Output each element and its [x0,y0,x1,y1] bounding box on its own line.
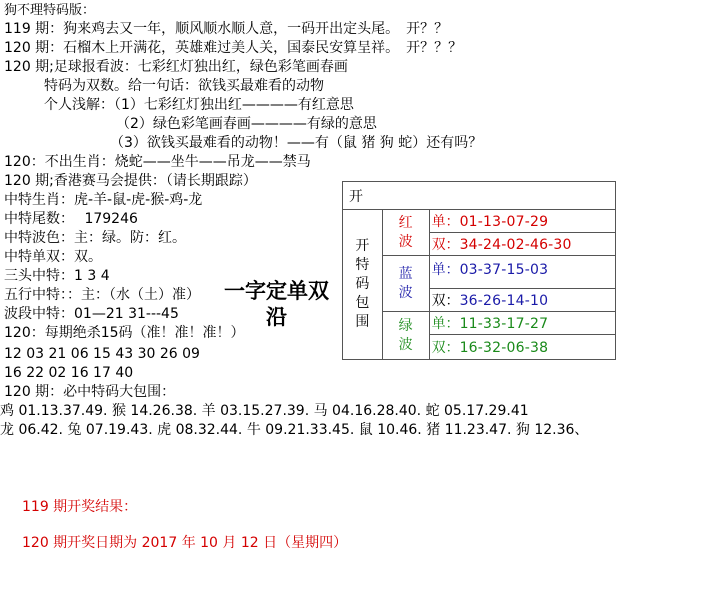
line-special: 特码为双数。给一句话：欲钱买最难看的动物 [44,78,324,94]
line-personal: 个人浅解：（1）七彩红灯独出红————有红意思 [44,97,354,113]
line-element: 五行中特：：主：（水（土）准） [4,287,200,303]
line-tail [4,210,138,228]
line-row-2: 龙 06.42. 兔 07.19.43. 虎 08.32.44. 牛 09.21.33.45. 鼠 10.46. 猪 11.23.47. 狗 12.36、 [0,422,589,438]
line-nums-1: 12 03 21 06 15 43 30 26 09 [4,346,200,362]
stamp-line-1: 一字定单双 [224,278,329,303]
line-wave: 中特波色：主：绿。防：红。 [4,230,186,246]
line-hk: 120 期;香港赛马会提供：（请长期跟踪） [4,173,257,189]
line-p3: （3）欲钱买最难看的动物！——有（鼠 猪 狗 蛇）还有吗？ [110,135,483,151]
line-oddeven: 中特单双：双。 [4,249,102,265]
table-side: 开 特 码 包 围 [343,210,383,360]
result-119: 119 期开奖结果： [22,499,138,515]
blue-double: 双：36-26-14-10 [429,289,615,312]
stamp-text [224,278,329,348]
tail-value: 179246 [84,211,138,227]
line-row-1: 鸡 01.13.37.49. 猴 14.26.38. 羊 03.15.27.39. 马 04.16.28.40. 蛇 05.17.29.41 [0,403,529,419]
line-kill: 120：每期绝杀15码（准！准！准！） [4,325,245,341]
green-single: 单：11-33-17-27 [429,312,615,335]
line-noshow: 120：不出生肖：烧蛇——坐牛——吊龙——禁马 [4,154,311,170]
blue-single: 单：03-37-15-03 [429,256,615,289]
blue-wave-label: 蓝 波 [382,256,429,312]
table-title: 开 [343,182,616,210]
line-big: 120 期：必中特码大包围： [4,384,176,400]
stamp-line-2: 沿 [266,304,287,329]
line-zodiac: 中特生肖：虎-羊-鼠-虎-猴-鸡-龙 [4,192,203,208]
line-119: 119 期：狗来鸡去又一年，顺风顺水顺人意，一码开出定头尾。 开？？ [4,21,449,37]
line-segment: 波段中特：01—21 31---45 [4,306,179,322]
tail-label: 中特尾数： [4,211,74,227]
color-package-table [342,181,616,360]
line-120-a: 120 期：石榴木上开满花，英雄难过美人关，国泰民安算呈祥。 开？？？ [4,40,463,56]
green-wave-label: 绿 波 [382,312,429,360]
line-nums-2: 16 22 02 16 17 40 [4,365,134,381]
red-single: 单：01-13-07-29 [429,210,615,233]
red-double: 双：34-24-02-46-30 [429,233,615,256]
line-p2: （2）绿色彩笔画春画————有绿的意思 [116,116,377,132]
line-head: 三头中特：1 3 4 [4,268,110,284]
result-120: 120 期开奖日期为 2017 年 10 月 12 日（星期四） [22,535,348,551]
header-title: 狗不理特码版： [4,3,96,18]
green-double: 双：16-32-06-38 [429,335,615,360]
line-120-b: 120 期;足球报看波：七彩红灯独出红，绿色彩笔画春画 [4,59,348,75]
red-wave-label: 红 波 [382,210,429,256]
